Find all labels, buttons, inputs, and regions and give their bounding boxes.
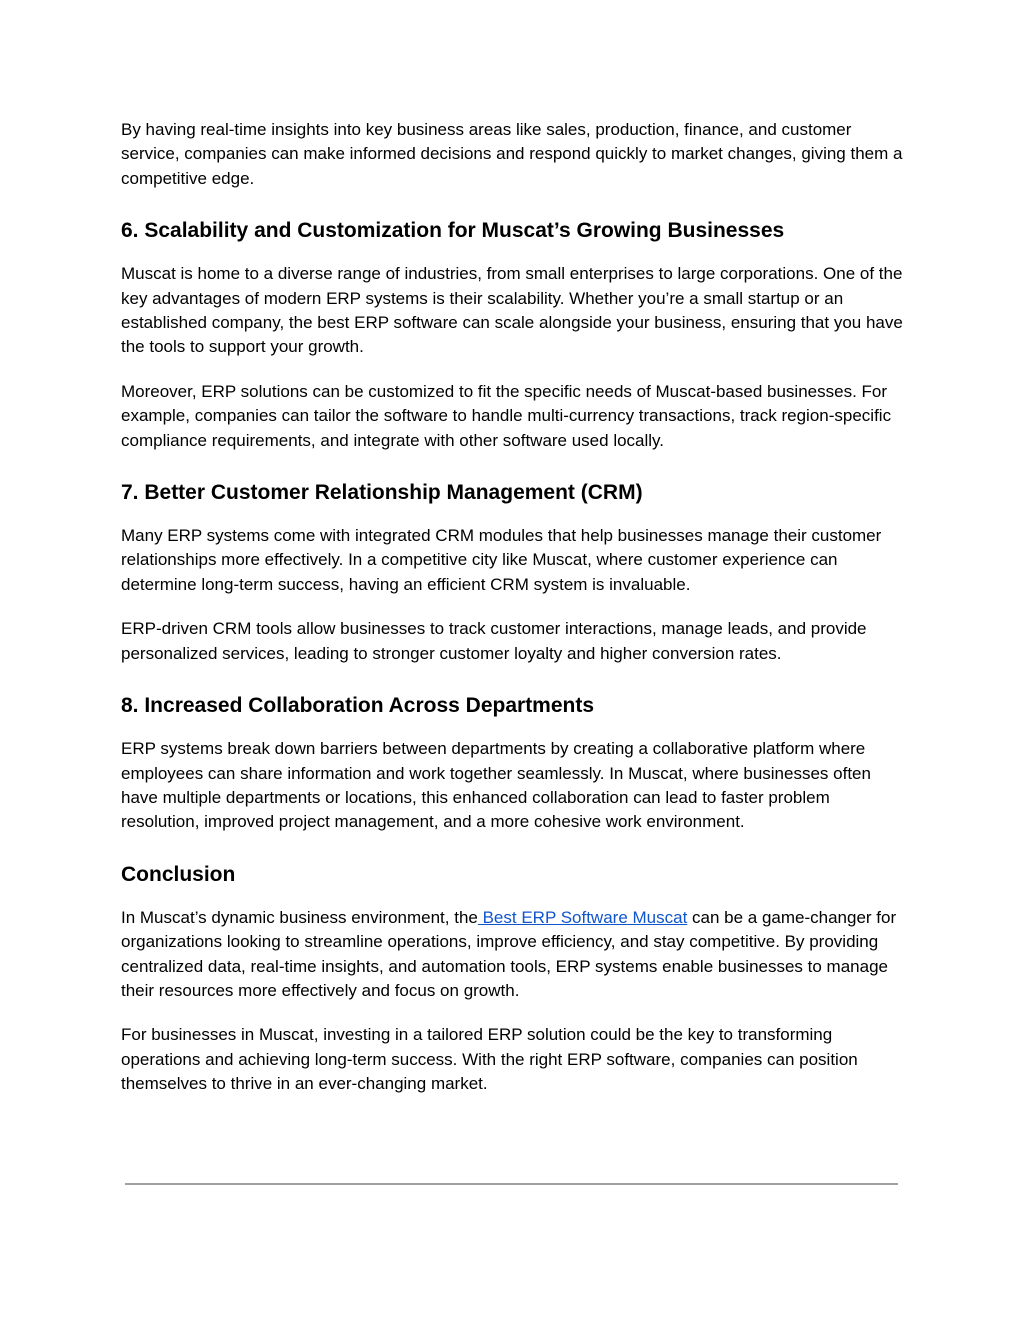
conclusion-heading: Conclusion: [121, 862, 236, 886]
conclusion-paragraph-1: [121, 906, 911, 1004]
best-erp-software-muscat-link[interactable]: Best ERP Software Muscat: [477, 907, 688, 927]
conclusion-text-after-link: can be a game-changer for organizations looking to streamline operations, improve efficiency, and stay competitive. By providing centralized data, real-time insights, and automation tools, ERP systems enable businesses to manage their resources more effectively and focus on growth.: [121, 907, 897, 1000]
section-8-paragraph-1: ERP systems break down barriers between departments by creating a collaborative platform where employees can share information and work together seamlessly. In Muscat, where businesses often have multiple departments or locations, this enhanced collaboration can lead to faster problem resolution, improved project management, and a more cohesive work environment.: [121, 739, 871, 832]
intro-paragraph: By having real-time insights into key business areas like sales, production, finance, and customer service, companies can make informed decisions and respond quickly to market changes, giving them a competitive edge.: [121, 120, 903, 188]
horizontal-divider: [125, 1183, 898, 1185]
section-7-paragraph-2: ERP-driven CRM tools allow businesses to track customer interactions, manage leads, and provide personalized services, leading to stronger customer loyalty and higher conversion rates.: [121, 619, 867, 663]
section-7-paragraph-1: Many ERP systems come with integrated CRM modules that help businesses manage their customer relationships more effectively. In a competitive city like Muscat, where customer experience can determine long-term success, having an efficient CRM system is invaluable.: [121, 526, 882, 594]
conclusion-paragraph-2: For businesses in Muscat, investing in a tailored ERP solution could be the key to transforming operations and achieving long-term success. With the right ERP software, companies can position themselves to thrive in an ever-changing market.: [121, 1025, 858, 1094]
section-6-paragraph-1: Muscat is home to a diverse range of industries, from small enterprises to large corporations. One of the key advantages of modern ERP systems is their scalability. Whether you’re a small startup or an established company, the best ERP software can scale alongside your business, ensuring that you have the tools to support your growth.: [121, 264, 903, 357]
section-6-heading: 6. Scalability and Customization for Muscat’s Growing Businesses: [121, 219, 785, 243]
section-7-heading: 7. Better Customer Relationship Management (CRM): [121, 481, 643, 505]
conclusion-text-before-link: In Muscat’s dynamic business environment, the: [121, 907, 478, 927]
document-body: [121, 118, 911, 1097]
section-8-heading: 8. Increased Collaboration Across Departments: [121, 694, 595, 718]
section-6-paragraph-2: Moreover, ERP solutions can be customized to fit the specific needs of Muscat-based businesses. For example, companies can tailor the software to handle multi-currency transactions, track region-specific compliance requirements, and integrate with other software used locally.: [121, 381, 892, 450]
